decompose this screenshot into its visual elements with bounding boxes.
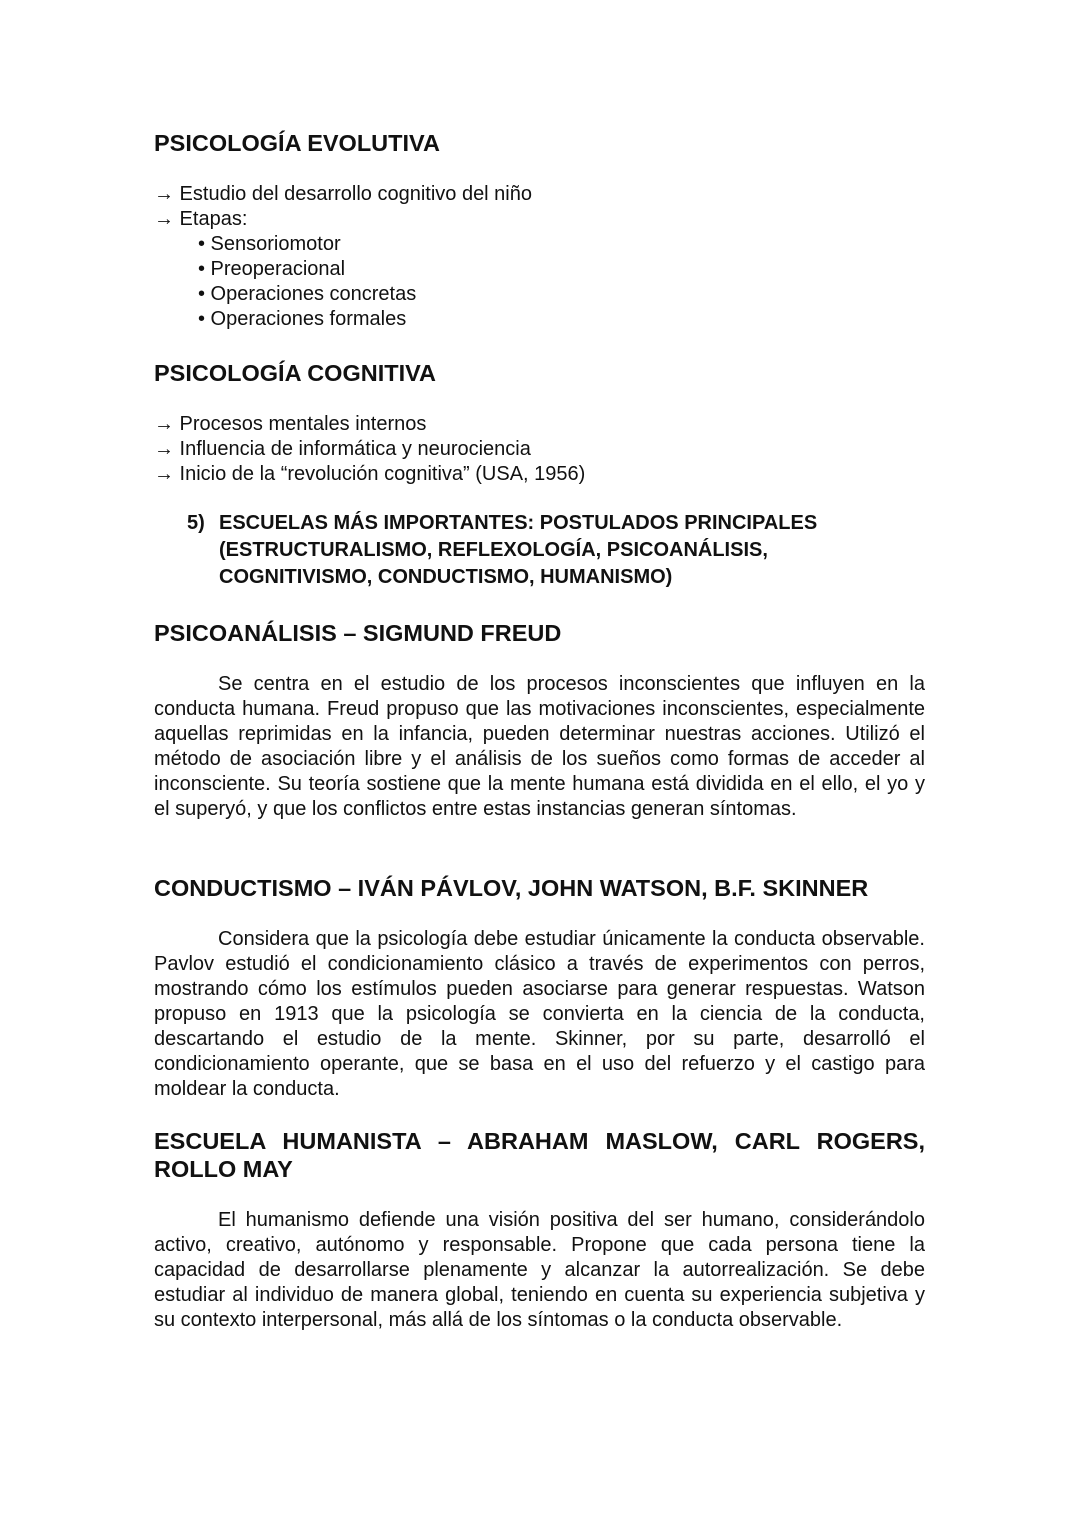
heading-psicologia-cognitiva: PSICOLOGÍA COGNITIVA (154, 360, 437, 386)
heading-humanista (154, 1127, 925, 1183)
arrow-item: → Influencia de informática y neurociencia (154, 438, 531, 460)
numbered-heading-line: (ESTRUCTURALISMO, REFLEXOLOGÍA, PSICOANÁLISIS, (219, 539, 768, 561)
heading-humanista-line: ESCUELA HUMANISTA – ABRAHAM MASLOW, CARL ROGERS, (154, 1128, 925, 1154)
heading-number: 5) (187, 512, 205, 534)
bullet-item: • Operaciones concretas (198, 283, 417, 305)
heading-humanista-line: ROLLO MAY (154, 1156, 293, 1182)
conductismo-paragraph: Considera que la psicología debe estudiar únicamente la conducta observable. Pavlov estudió el condicionamiento clásico a través de experimentos con perros, mostrando cómo los estímulos pueden asociarse para generar respuestas. Watson propuso en 1913 que la psicología se convierta en la ciencia de la conducta, descartando el estudio de la mente. Skinner, por su parte, desarrolló el condicionamiento operante, que se basa en el uso del refuerzo y el castigo para moldear la conducta. (154, 928, 925, 1100)
heading-psicologia-evolutiva: PSICOLOGÍA EVOLUTIVA (154, 130, 440, 156)
psicoanalisis-paragraph: Se centra en el estudio de los procesos inconscientes que influyen en la conducta humana. Freud propuso que las motivaciones inconscientes, especialmente aquellas reprimidas en la infancia, pueden determinar nuestras acciones. Utilizó el método de asociación libre y el análisis de los sueños como formas de acceder al inconsciente. Su teoría sostiene que la mente humana está dividida en el ello, el yo y el superyó, y que los conflictos entre estas instancias generan síntomas. (154, 673, 925, 820)
numbered-heading-line: ESCUELAS MÁS IMPORTANTES: POSTULADOS PRINCIPALES (219, 512, 818, 534)
arrow-item: → Inicio de la “revolución cognitiva” (USA, 1956) (154, 463, 586, 485)
arrow-item: → Etapas: (154, 208, 248, 230)
bullet-item: • Preoperacional (198, 258, 346, 280)
bullet-item: • Sensoriomotor (198, 233, 341, 255)
bullet-item: • Operaciones formales (198, 308, 407, 330)
arrow-item: → Estudio del desarrollo cognitivo del niño (154, 183, 532, 205)
numbered-heading-line: COGNITIVISMO, CONDUCTISMO, HUMANISMO) (219, 566, 673, 588)
cognitiva-list (154, 412, 925, 487)
heading-conductismo: CONDUCTISMO – IVÁN PÁVLOV, JOHN WATSON, B.F. SKINNER (154, 875, 869, 901)
numbered-heading (187, 510, 925, 591)
arrow-item: → Procesos mentales internos (154, 413, 427, 435)
humanista-paragraph: El humanismo defiende una visión positiva del ser humano, considerándolo activo, creativo, autónomo y responsable. Propone que cada persona tiene la capacidad de desarrollarse plenamente y alcanzar la autorrealización. Se debe estudiar al individuo de manera global, teniendo en cuenta su experiencia subjetiva y su contexto interpersonal, más allá de los síntomas o la conducta observable. (154, 1209, 925, 1331)
heading-psicoanalisis: PSICOANÁLISIS – SIGMUND FREUD (154, 620, 562, 646)
evolutiva-list (154, 182, 925, 332)
